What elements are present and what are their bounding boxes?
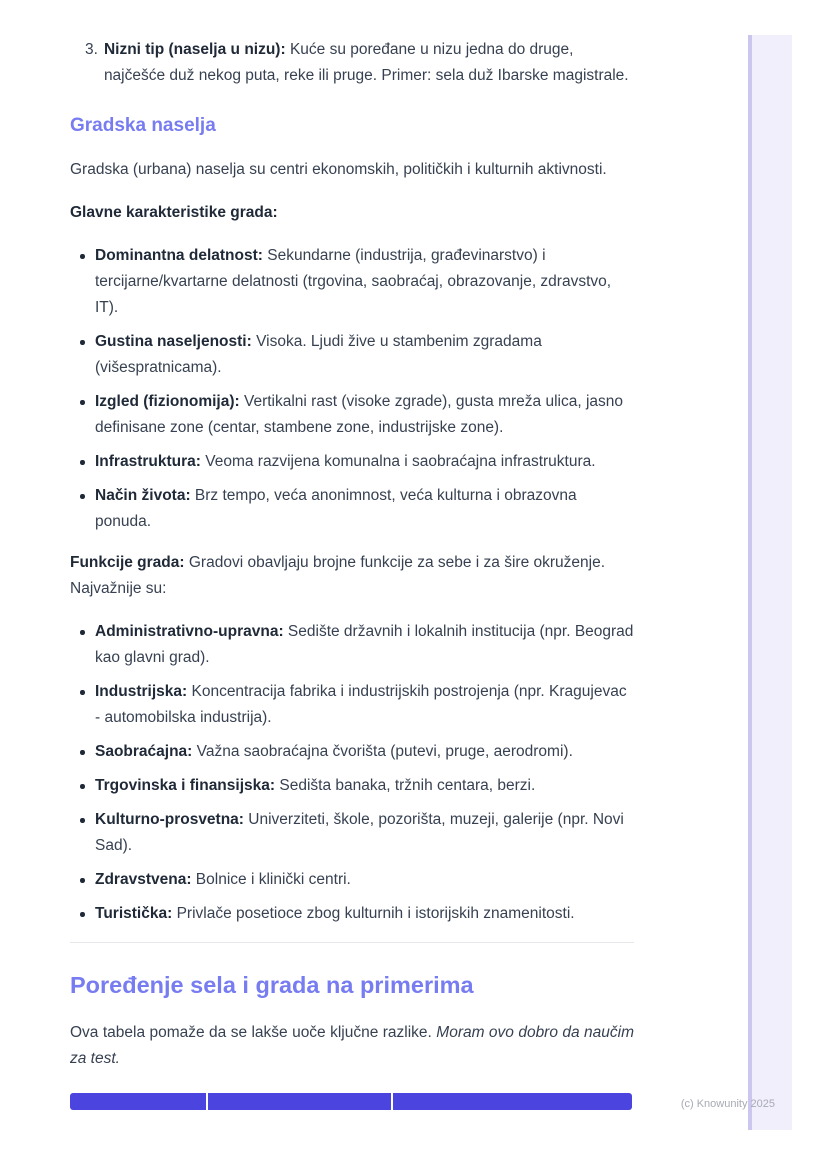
item-text: Vertikalni rast (visoke zgrade), gusta mreža ulica, jasno definisane zone (centar, stambene zone, industrijske zone). <box>95 393 624 436</box>
paragraph-intro: Gradska (urbana) naselja su centri ekonomskih, političkih i kulturnih aktivnosti. <box>70 161 607 178</box>
item-label: Zdravstvena: <box>95 871 192 888</box>
functions-text: Gradovi obavljaju brojne funkcije za sebe i za šire okruženje. Najvažnije su: <box>70 554 606 597</box>
page-edge-decoration <box>748 35 792 1130</box>
item-text: Važna saobraćajna čvorišta (putevi, pruge, aerodromi). <box>196 743 573 760</box>
student-note-italic: Moram ovo dobro da naučim za test. <box>70 1024 634 1067</box>
item-label: Gustina naseljenosti: <box>95 333 252 350</box>
list-item <box>70 389 634 441</box>
section-heading-poredjenje: Poređenje sela i grada na primerima <box>70 972 474 998</box>
paragraph-characteristics-title <box>70 200 634 226</box>
section-heading-gradska-naselja: Gradska naselja <box>70 115 216 136</box>
table-header-cell <box>393 1093 632 1110</box>
item-text: Koncentracija fabrika i industrijskih postrojenja (npr. Kragujevac - automobilska industrija). <box>95 683 627 726</box>
item-label: Administrativno-upravna: <box>95 623 284 640</box>
item-label: Kulturno-prosvetna: <box>95 811 244 828</box>
functions-list <box>70 619 634 927</box>
list-item <box>70 449 634 475</box>
list-item <box>70 807 634 859</box>
list-item <box>70 619 634 671</box>
characteristics-list <box>70 243 634 535</box>
item-text: Univerziteti, škole, pozorišta, muzeji, galerije (npr. Novi Sad). <box>95 811 624 854</box>
item-text: Sekundarne (industrija, građevinarstvo) i tercijarne/kvartarne delatnosti (trgovina, saobraćaj, obrazovanje, zdravstvo, IT). <box>95 247 612 316</box>
list-item <box>70 483 634 535</box>
item-label: Turistička: <box>95 905 173 922</box>
list-item <box>70 901 634 927</box>
table-header-cell <box>70 1093 206 1110</box>
numbered-list-item <box>70 37 634 89</box>
item-label: Infrastruktura: <box>95 453 201 470</box>
table-header-cell <box>208 1093 391 1110</box>
list-item <box>70 329 634 381</box>
paragraph-table-intro <box>70 1020 634 1072</box>
functions-lead: Funkcije grada: <box>70 554 185 571</box>
section-divider <box>70 942 634 943</box>
item-text: Kuće su poređane u nizu jedna do druge, najčešće duž nekog puta, reke ili pruge. Primer: sela duž Ibarske magistrale. <box>103 41 629 84</box>
item-label: Nizni tip (naselja u nizu): <box>103 41 286 58</box>
item-label: Dominantna delatnost: <box>95 247 263 264</box>
item-text: Brz tempo, veća anonimnost, veća kulturna i obrazovna ponuda. <box>95 487 577 530</box>
item-label: Saobraćajna: <box>95 743 193 760</box>
item-label: Izgled (fizionomija): <box>95 393 240 410</box>
list-item <box>70 679 634 731</box>
item-text: Bolnice i klinički centri. <box>195 871 351 888</box>
item-label: Način života: <box>95 487 191 504</box>
list-item <box>70 739 634 765</box>
list-number: 3. <box>85 41 98 58</box>
copyright-watermark: (c) Knowunity 2025 <box>680 1098 775 1110</box>
list-item <box>70 867 634 893</box>
characteristics-title-text: Glavne karakteristike grada: <box>70 204 278 221</box>
item-text: Veoma razvijena komunalna i saobraćajna infrastruktura. <box>205 453 596 470</box>
table-intro-text: Ova tabela pomaže da se lakše uoče ključne razlike. <box>70 1024 432 1041</box>
item-text: Sedište državnih i lokalnih institucija (npr. Beograd kao glavni grad). <box>95 623 634 666</box>
item-text: Sedišta banaka, tržnih centara, berzi. <box>279 777 536 794</box>
item-label: Trgovinska i finansijska: <box>95 777 276 794</box>
paragraph-functions <box>70 550 634 602</box>
list-item-body <box>104 37 634 89</box>
list-item <box>70 773 634 799</box>
item-text: Visoka. Ljudi žive u stambenim zgradama (višespratnicama). <box>95 333 542 376</box>
list-item <box>70 243 634 321</box>
item-text: Privlače posetioce zbog kulturnih i istorijskih znamenitosti. <box>176 905 575 922</box>
comparison-table-header <box>70 1093 632 1110</box>
item-label: Industrijska: <box>95 683 188 700</box>
document-content <box>70 37 634 1110</box>
